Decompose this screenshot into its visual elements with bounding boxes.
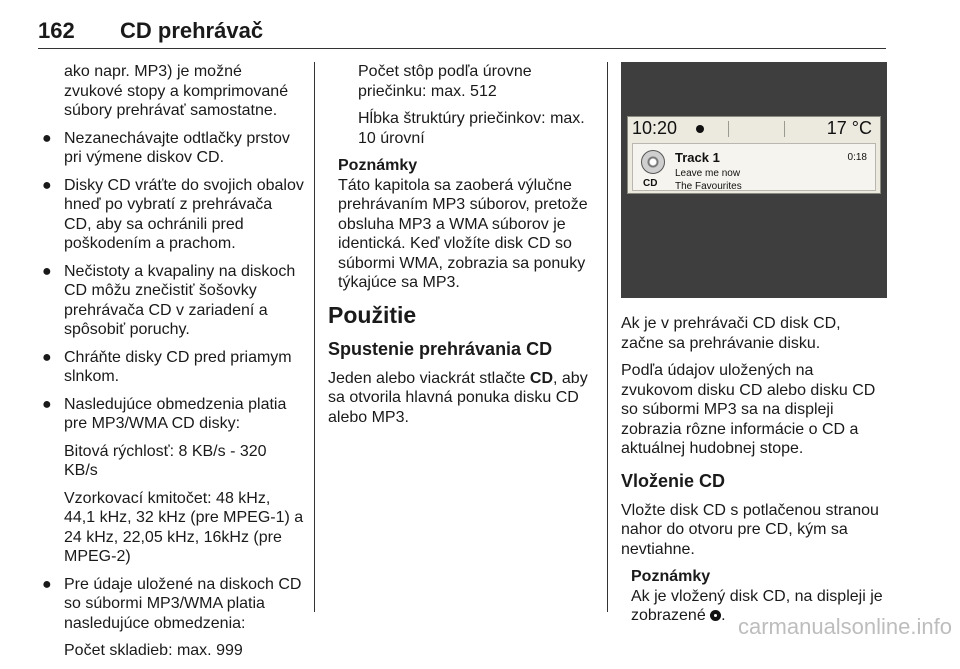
bitrate-text: Bitová rýchlosť: 8 KB/s - 320 KB/s [64,442,267,479]
chapter-title: CD prehrávač [120,18,264,43]
note-title: Poznámky [631,568,711,585]
column-3 [621,62,887,634]
page-header [38,6,886,46]
page-number: 162 [38,18,75,43]
list-item: ● Nasledujúce obmedzenia platia pre MP3/WMA CD disky: Bitová rýchlosť: 8 KB/s - 320 KB/s Vzorkovací kmitočet: 48 kHz, 44,1 kHz, 32 kHz (pre MPEG-1) a 24 kHz, 22,05 kHz, 16kHz (pre MPEG-2) [42,395,304,565]
bullet-icon: ● [42,575,52,593]
start-playback-text: Jeden alebo viackrát stlačte CD, aby sa otvorila hlavná ponuka disku CD alebo MP3. [328,369,588,426]
list-item: ● Chráňte disky CD pred priamym slnkom. [42,348,292,385]
column-2 [328,62,598,435]
elapsed-time: 0:18 [847,152,867,163]
subsection-title: Vloženie CD [621,470,726,491]
list-item: ● Disky CD vráťte do svojich obalov hneď po vybratí z prehrávača CD, aby sa ochránili pred poškodením a prachom. [42,176,304,252]
bullet-icon: ● [42,395,52,413]
insert-cd-text: Vložte disk CD s potlačenou stranou nahor do otvoru pre CD, kým sa nevtiahne. [621,501,879,558]
note-title: Poznámky [338,157,418,174]
depth-limit-text: Hĺbka štruktúry priečinkov: max. 10 úrovní [358,110,585,147]
cd-disc-icon [641,150,665,174]
levels-limit-text: Počet stôp podľa úrovne priečinku: max. 512 [358,63,532,100]
source-label: CD [643,178,658,189]
intro-paragraph: ako napr. MP3) je možné zvukové stopy a komprimované súbory prehrávať samostatne. [64,63,289,119]
note-block [328,156,598,293]
bullet-icon: ● [42,176,52,194]
artist-name: The Favourites [675,181,742,192]
cd-inserted-icon [710,610,721,621]
bullet-icon: ● [42,129,52,147]
bullet-icon: ● [42,348,52,366]
header-rule [38,48,886,49]
watermark: carmanualsonline.info [737,614,952,639]
cd-inserted-icon [696,125,704,133]
list-item: ● Nečistoty a kvapaliny na diskoch CD môžu znečistiť šošovky prehrávača CD v zariadení a spôsobiť poruchy. [42,262,296,338]
section-title: Použitie [328,301,417,328]
column-1 [38,62,304,669]
display-illustration [621,62,887,298]
list-item: ● Nezanechávajte odtlačky prstov pri výmene diskov CD. [42,129,290,166]
note-text: Ak je vložený disk CD, na displeji je zobrazené . [631,587,883,624]
clock-text: 10:20 [632,118,678,138]
track-title: Track 1 [675,150,720,165]
display-screen [627,116,881,194]
column-divider [314,62,315,612]
playback-start-text: Ak je v prehrávači CD disk CD, začne sa prehrávanie disku. [621,315,841,352]
track-info-panel [632,143,876,191]
bullet-icon: ● [42,262,52,280]
status-divider [784,121,785,137]
sampling-text: Vzorkovací kmitočet: 48 kHz, 44,1 kHz, 32 kHz (pre MPEG-1) a 24 kHz, 22,05 kHz, 16kHz (pre MPEG-2) [64,489,304,565]
column-divider [607,62,608,612]
display-info-text: Podľa údajov uložených na zvukovom disku CD alebo disku CD so súbormi MP3 sa na displeji zobrazia rôzne informácie o CD a aktuálnej hudobnej stope. [621,362,876,457]
bullet-list [38,129,304,661]
song-title: Leave me now [675,168,741,179]
subsection-title: Spustenie prehrávania CD [328,338,553,359]
tracks-limit-text: Počet skladieb: max. 999 [64,642,243,659]
status-divider [728,121,729,137]
list-item: ● Pre údaje uložené na diskoch CD so súbormi MP3/WMA platia nasledujúce obmedzenia: Počet skladieb: max. 999 [38,575,304,661]
note-text: Táto kapitola sa zaoberá výlučne prehrávaním MP3 súborov, pretože obsluha MP3 a WMA súborov je identická. Keď vložíte disk CD so súbormi WMA, zobrazia sa ponuky týkajúce sa MP3. [338,176,588,291]
temperature-text: 17 °C [826,118,872,138]
cd-button-label: CD [529,369,553,387]
